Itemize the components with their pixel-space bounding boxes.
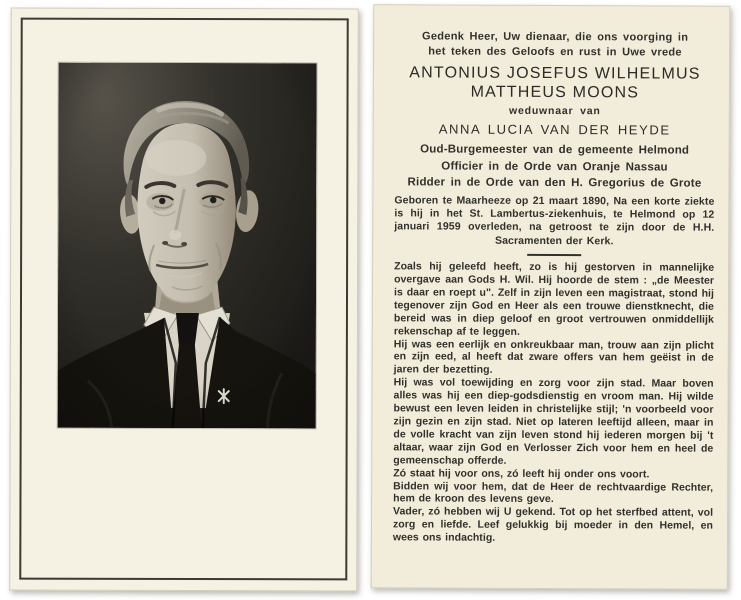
intro-prayer: Gedenk Heer, Uw dienaar, die ons voorging in het teken des Geloofs en rust in Uwe vrede: [422, 30, 689, 59]
memorial-body: [393, 260, 714, 545]
memorial-paragraph: Bidden wij voor hem, dat de Heer de rechtvaardige Rechter, hem de kroon des levens geve.: [393, 479, 714, 506]
honorific-title: Ridder in de Orde van den H. Gregorius de Grote: [407, 176, 702, 190]
memorial-paragraph: Hij was vol toewijding en zorg voor zijn stad. Maar boven alles was hij een diep-godsdienstig en vroom man. Hij wilde bewust een leven leiden in christelijke stijl; 'n voorbeeld voor zijn gezin en zijn stad. Niet op lateren leeftijd alleen, maar in de volle kracht van zijn leven stond hij iederen morgen bij 't altaar, waar zijn God en Verlosser Zich voor hem en heel de gemeenschap offerde.: [393, 376, 714, 467]
memorial-text-card: [371, 4, 731, 590]
deceased-name: [395, 63, 715, 102]
memorial-paragraph: Zoals hij geleefd heeft, zo is hij gestorven in mannelijke overgave aan Gods H. Wil. Hij hoorde de stem : „de Meester is daar en roept u". Zelf in zijn leven een magistraat, stond hij tegenover zijn God en Heer als een trouwe dienstknecht, die bereid was in diep geloof en groot vertrouwen onmiddellijk rekenschap af te leggen.: [393, 260, 715, 338]
relation-label: weduwnaar van: [508, 104, 601, 118]
memorial-paragraph: Vader, zó hebben wij U gekend. Tot op het sterfbed attent, vol zorg en liefde. Leef gelukkig bij moeder in den Hemel, en wees ons indachtig.: [392, 505, 714, 544]
honorific-title: Officier in de Orde van Oranje Nassau: [441, 160, 668, 174]
deceased-name-line-2: MATTHEUS MOONS: [470, 83, 640, 102]
photo-vignette: [58, 63, 317, 429]
portrait-photo: [58, 63, 317, 429]
honorific-title: Oud-Burgemeester van de gemeente Helmond: [420, 143, 690, 157]
deceased-name-line-1: ANTONIUS JOSEFUS WILHELMUS: [409, 64, 701, 83]
portrait-photo-image: [58, 63, 317, 429]
memorial-paragraph: Hij was een eerlijk en onkreukbaar man, trouw aan zijn plicht en zijn eed, al heeft dat zware offers van hem geëist in de jaren der bezetting.: [393, 337, 714, 377]
spouse-name: ANNA LUCIA VAN DER HEYDE: [438, 121, 671, 138]
memorial-paragraph: Zó staat hij voor ons, zó leeft hij onder ons voort.: [393, 466, 650, 481]
photo-card: [9, 8, 359, 592]
life-summary: Geboren te Maarheeze op 21 maart 1890, Na een korte ziekte is hij in het St. Lambertus-ziekenhuis, te Helmond op 12 januari 1959 overleden, na getroost te zijn door de H.H. Sacramenten der Kerk.: [394, 193, 715, 247]
section-divider: [527, 254, 581, 256]
honorific-titles: [394, 141, 714, 192]
